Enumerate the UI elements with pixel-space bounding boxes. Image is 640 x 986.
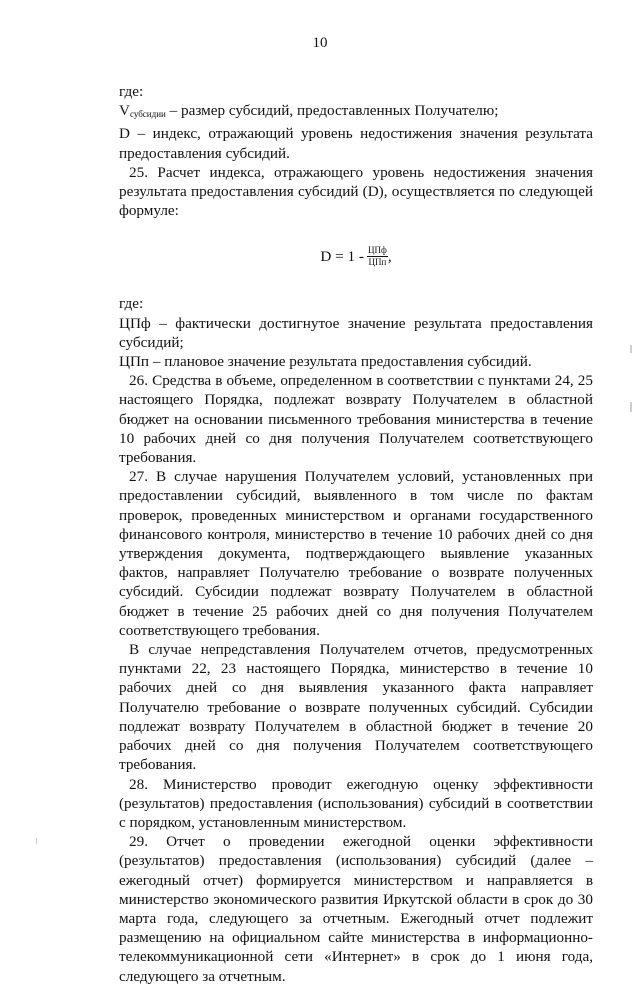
where-label-2: где: bbox=[119, 295, 144, 313]
paragraph-26: 26. Средства в объеме, определенном в соответствии с пунктами 24, 25 настоящего Порядка, подлежат возврату Получателем в областной бюджет на основании письменного требования министерства в течение 10 рабочих дней со дня получения Получателем соответствующего требования. bbox=[119, 372, 593, 467]
d-definition: D – индекс, отражающий уровень недостижения значения результата предоставления субсидий. bbox=[119, 125, 593, 162]
formula bbox=[119, 232, 593, 280]
v-symbol: V bbox=[119, 102, 130, 120]
page-number: 10 bbox=[312, 35, 328, 51]
cpf-definition: ЦПф – фактически достигнутое значение результата предоставления субсидий; bbox=[119, 314, 593, 351]
where-label-1: где: bbox=[119, 83, 144, 100]
formula-fraction bbox=[367, 245, 388, 268]
paragraph-27: 27. В случае нарушения Получателем условий, установленных при предоставлении субсидий, выявленного в том числе по фактам проверок, проведенных министерством и органами государственного финансового контроля, министерство в течение 10 рабочих дней со дня утверждения документа, подтверждающего выявление указанных фактов, направляет Получателю требование о возврате полученных субсидий. Субсидии подлежат возврату Получателем в областной бюджет в течение 25 рабочих дней со дня получения Получателем соответствующего требования. bbox=[119, 468, 593, 639]
paragraph-28: 28. Министерство проводит ежегодную оценку эффективности (результатов) предоставления (использования) субсидий в соответствии с порядком, установленным министерством. bbox=[119, 775, 593, 831]
paragraph-25: 25. Расчет индекса, отражающего уровень недостижения значения результата предоставления субсидий (D), осуществляется по следующей формуле: bbox=[119, 163, 593, 220]
v-subscript: субсидии bbox=[129, 109, 166, 120]
paragraph-29: 29. Отчет о проведении ежегодной оценки эффективности (результатов) предоставления (использования) субсидий (далее – ежегодный отчет) формируется министерством и направляется в министерство экономического развития Иркутской области в срок до 30 марта года, следующего за отчетным. Ежегодный отчет подлежит размещению на официальном сайте министерства в информационно-телекоммуникационной сети «Интернет» в срок до 1 июня года, следующего за отчетным. bbox=[119, 833, 593, 985]
formula-lhs: D = 1 - bbox=[320, 247, 364, 265]
scan-mark bbox=[630, 345, 632, 353]
v-definition-text: – размер субсидий, предоставленных Получателю; bbox=[165, 102, 499, 120]
cpp-definition: ЦПп – плановое значение результата предоставления субсидий. bbox=[119, 353, 532, 371]
paragraph-27-continued: В случае непредставления Получателем отчетов, предусмотренных пунктами 22, 23 настоящего Порядка, министерство в течение 10 рабочих дней со дня выявления указанного факта направляет Получателю требование о возврате полученных субсидий. Субсидии подлежат возврату Получателем в областной бюджет в течение 20 рабочих дней со дня получения Получателем соответствующего требования. bbox=[119, 641, 593, 774]
formula-denominator: ЦПп bbox=[368, 256, 387, 267]
v-definition bbox=[119, 101, 593, 124]
formula-numerator: ЦПф bbox=[367, 244, 387, 255]
formula-tail: , bbox=[387, 247, 392, 265]
document-body bbox=[119, 82, 593, 986]
scan-mark bbox=[630, 402, 632, 412]
scan-mark bbox=[36, 838, 37, 844]
